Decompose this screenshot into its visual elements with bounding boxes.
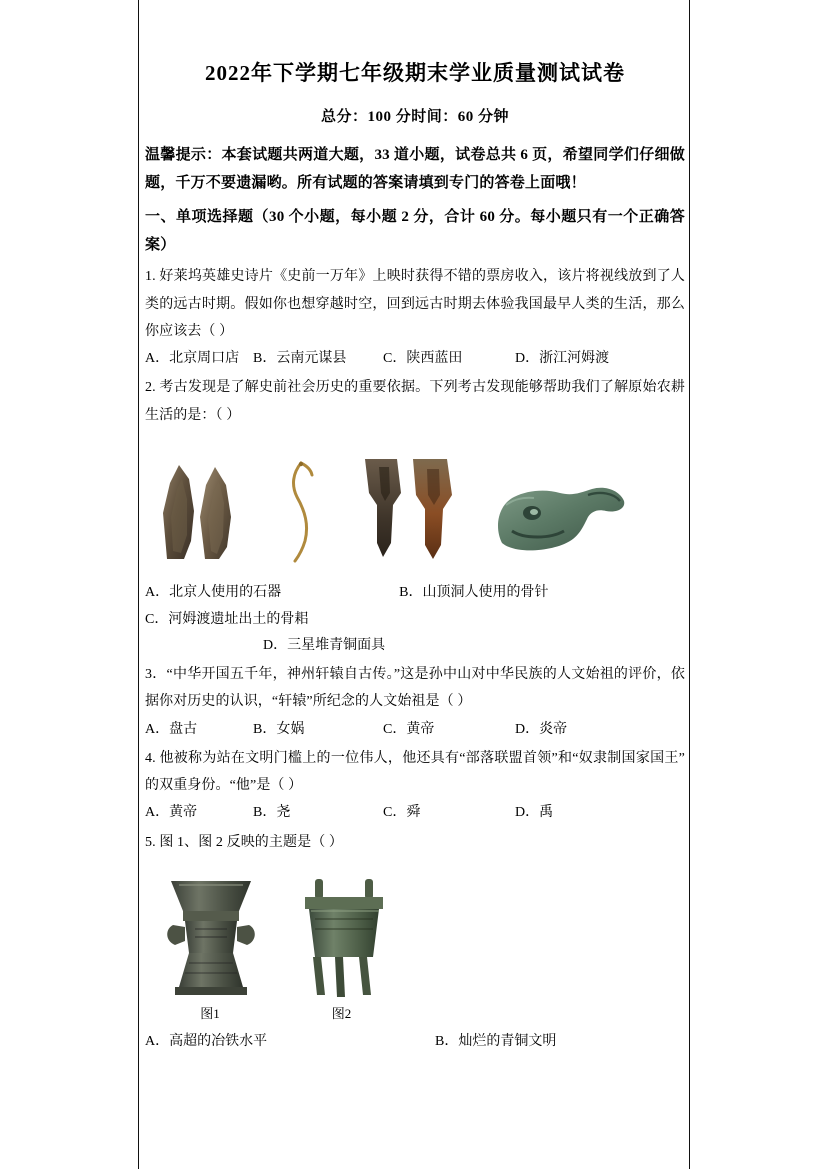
question-3-option-a[interactable]: A．盘古 — [145, 721, 198, 737]
tip-text: 本套试题共两道大题，33 道小题，试卷总共 6 页，希望同学们仔细做题，千万不要遗漏哟。所有试题的答案请填到专门的答卷上面哦！ — [145, 147, 685, 192]
question-2-options — [145, 579, 685, 634]
figure-1-caption: 图1 — [200, 1006, 220, 1022]
question-4-option-a[interactable]: A．黄帝 — [145, 805, 198, 821]
question-3-stem — [145, 661, 685, 716]
stone-tool-image — [153, 455, 245, 565]
question-3-option-d[interactable]: D．炎帝 — [515, 721, 568, 737]
question-2-option-b[interactable]: B．山顶洞人使用的骨针 — [399, 585, 549, 601]
question-5-option-b[interactable]: B．灿烂的青铜文明 — [435, 1034, 557, 1050]
section-heading: 一、单项选择题（30 个小题，每小题 2 分，合计 60 分。每小题只有一个正确答案） — [145, 208, 685, 253]
question-4-option-b[interactable]: B．尧 — [253, 805, 291, 821]
score-time-line: 总分：100 分时间：60 分钟 — [320, 109, 509, 126]
bone-plough-image — [357, 453, 462, 565]
page-content — [145, 60, 685, 1065]
question-4-options — [145, 799, 685, 826]
question-3-options — [145, 716, 685, 743]
question-2-options-cont — [145, 632, 685, 659]
question-3-text: “中华开国五千年，神州轩辕自古传。”这是孙中山对中华民族的人文始祖的评价，依据你对历史的认识，“轩辕”所纪念的人文始祖是（ ） — [145, 666, 686, 710]
question-2-stem — [145, 374, 685, 429]
question-1-option-b[interactable]: B．云南元谋县 — [253, 351, 347, 367]
question-5-stem — [145, 829, 685, 856]
question-4-number: 4. — [145, 750, 156, 766]
question-4-option-c[interactable]: C．舜 — [383, 805, 421, 821]
question-2-number: 2. — [145, 380, 156, 396]
question-5-figures — [155, 866, 685, 1001]
figure-2-caption: 图2 — [331, 1006, 352, 1022]
bone-needle-image — [271, 455, 331, 565]
tip-label: 温馨提示： — [145, 147, 222, 164]
question-5-figure-captions — [155, 1003, 685, 1022]
question-4-stem — [145, 745, 685, 800]
question-1-text: 好莱坞英雄史诗片《史前一万年》上映时获得不错的票房收入，该片将视线放到了人类的远古时期。假如你也想穿越时空，回到远古时期去体验我国最早人类的生活，那么你应该去（ ） — [145, 269, 685, 339]
question-5-number: 5. — [145, 834, 156, 850]
question-1-options — [145, 345, 685, 372]
question-1-option-d[interactable]: D．浙江河姆渡 — [515, 351, 610, 367]
question-3-option-c[interactable]: C．黄帝 — [383, 721, 435, 737]
question-2-option-d[interactable]: D．三星堆青铜面具 — [263, 637, 386, 653]
question-5-options — [145, 1028, 685, 1055]
bronze-ding-image — [291, 871, 399, 1001]
right-margin-rule — [689, 0, 690, 1169]
bronze-zun-image — [155, 871, 267, 1001]
question-4-text: 他被称为站在文明门槛上的一位伟人，他还具有“部落联盟首领”和“奴隶制国家国王”的双重身份。“他”是（ ） — [145, 750, 685, 794]
bronze-mask-image — [488, 473, 628, 565]
question-3-option-b[interactable]: B．女娲 — [253, 721, 305, 737]
tip-paragraph — [145, 142, 685, 198]
question-5-option-a[interactable]: A．高超的冶铁水平 — [145, 1034, 268, 1050]
left-margin-rule — [138, 0, 139, 1169]
page-title: 2022年下学期七年级期末学业质量测试试卷 — [205, 61, 625, 85]
question-4-option-d[interactable]: D．禹 — [515, 805, 554, 821]
question-1-option-a[interactable]: A．北京周口店 — [145, 351, 240, 367]
question-5-text: 图 1、图 2 反映的主题是（ ） — [159, 834, 344, 850]
question-1-number: 1. — [145, 269, 156, 285]
question-3-number: 3． — [145, 666, 167, 682]
question-1-stem — [145, 263, 685, 345]
question-2-option-a[interactable]: A．北京人使用的石器 — [145, 585, 282, 601]
question-2-figures — [153, 445, 685, 565]
question-2-text: 考古发现是了解史前社会历史的重要依据。下列考古发现能够帮助我们了解原始农耕生活的是：（ ） — [145, 380, 685, 423]
question-2-option-c[interactable]: C．河姆渡遗址出土的骨耜 — [145, 612, 309, 628]
question-1-option-c[interactable]: C．陕西蓝田 — [383, 351, 463, 367]
